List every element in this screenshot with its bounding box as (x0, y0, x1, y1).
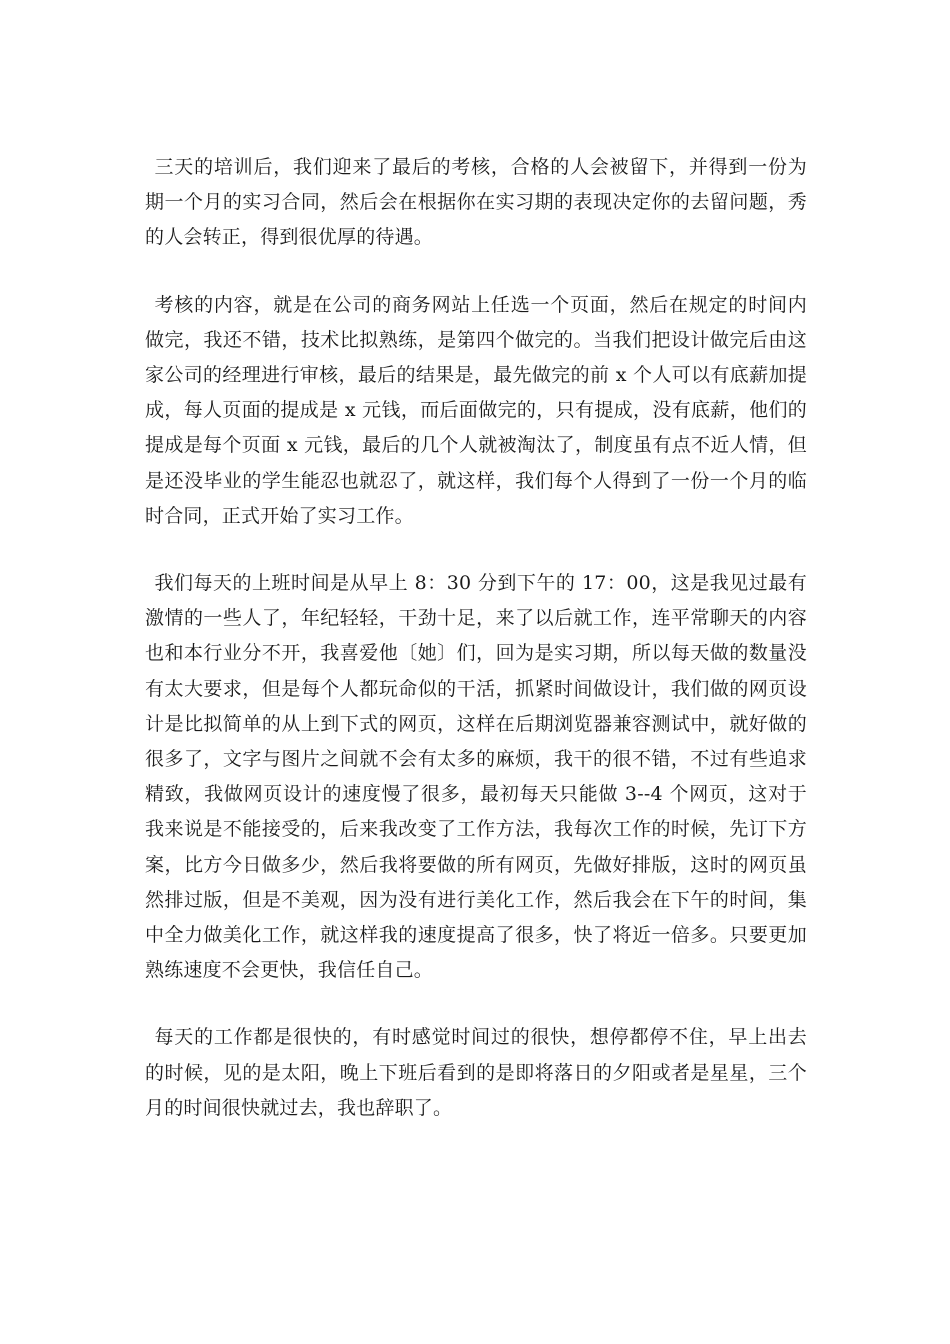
paragraph-2: 考核的内容，就是在公司的商务网站上任选一个页面，然后在规定的时间内做完，我还不错，技术比拟熟练，是第四个做完的。当我们把设计做完后由这家公司的经理进行审核，最后的结果是，最先做完的前 x 个人可以有底薪加提成，每人页面的提成是 x 元钱，而后面做完的，只有提成，没有底薪，他们的提成是每个页面 x 元钱，最后的几个人就被淘汰了，制度虽有点不近人情，但是还没毕业的学生能忍也就忍了，就这样，我们每个人得到了一份一个月的临时合同，正式开始了实习工作。 (145, 293, 807, 527)
document-body (145, 150, 807, 1158)
paragraph-3: 我们每天的上班时间是从早上 8：30 分到下午的 17：00，这是我见过最有激情的一些人了，年纪轻轻，干劲十足，来了以后就工作，连平常聊天的内容也和本行业分不开，我喜爱他〔她〕们，回为是实习期，所以每天做的数量没有太大要求，但是每个人都玩命似的干活，抓紧时间做设计，我们做的网页设计是比拟简单的从上到下式的网页，这样在后期浏览器兼容测试中，就好做的很多了，文字与图片之间就不会有太多的麻烦，我干的很不错，不过有些追求精致，我做网页设计的速度慢了很多，最初每天只能做 3--4 个网页，这对于我来说是不能接受的，后来我改变了工作方法，我每次工作的时候，先订下方案，比方今日做多少，然后我将要做的所有网页，先做好排版，这时的网页虽然排过版，但是不美观，因为没有进行美化工作，然后我会在下午的时间，集中全力做美化工作，就这样我的速度提高了很多，快了将近一倍多。只要更加熟练速度不会更快，我信任自己。 (145, 572, 807, 982)
paragraph-4: 每天的工作都是很快的，有时感觉时间过的很快，想停都停不住，早上出去的时候，见的是太阳，晚上下班后看到的是即将落日的夕阳或者是星星，三个月的时间很快就过去，我也辞职了。 (145, 1026, 807, 1119)
paragraph-1: 三天的培训后，我们迎来了最后的考核，合格的人会被留下，并得到一份为期一个月的实习合同，然后会在根据你在实习期的表现决定你的去留问题，秀的人会转正，得到很优厚的待遇。 (145, 156, 807, 249)
